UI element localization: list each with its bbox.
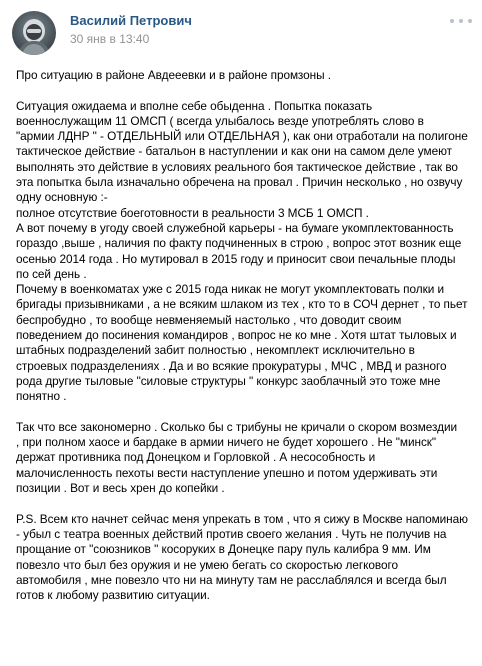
avatar[interactable]: [12, 11, 56, 55]
post-text-line: P.S. Всем кто начнет сейчас меня упрекать в том , что я сижу в Москве напоминаю: [16, 511, 468, 526]
post-text-line: А вот почему в угоду своей служебной карьеры - на бумаге укомплектованность: [16, 220, 454, 235]
post-text-line: повезло что был без оружия и не умею бегать со скоростью легкового: [16, 557, 399, 572]
post-text-line: осенью 2014 года . Но мутировал в 2015 году и приносит свои печальные плоды: [16, 251, 456, 266]
post-text-line: позиции . Вот и весь хрен до копейки .: [16, 481, 225, 496]
post-date-link[interactable]: 30 янв в 13:40: [70, 32, 150, 46]
profile-photo-icon: [12, 11, 56, 55]
author-block: [70, 13, 192, 47]
post-text-line: военнослужащим 11 ОМСП ( всегда улыбалось везде употреблять слово в: [16, 113, 424, 128]
post-text-line: поведением до посинения командиров , вопрос не ко мне . Хотя штат тыловых и: [16, 328, 457, 343]
post-text-line: одну основную :-: [16, 190, 108, 205]
post-text-line: полное отсутствие боеготовности в реальности 3 МСБ 1 ОМСП .: [16, 205, 369, 220]
menu-dot: [459, 19, 463, 23]
paragraph-gap: [16, 405, 470, 420]
post-text-line: держат противника под Донецком и Горловкой . А несособность и: [16, 450, 376, 465]
post-text-line: беспробудно , то вообще невменяемый настолько , что доводит своим: [16, 312, 402, 327]
post-text-line: выполнять это действие в условиях реального боя тактическое действие , так во: [16, 159, 458, 174]
post-text-line: гораздо ,выше , наличия по факту подчиненных в строю , вопрос этот возник еще: [16, 236, 462, 251]
paragraph-gap: [16, 496, 470, 511]
post-text-line: Так что все закономерно . Сколько бы с трибуны не кричали о скором возмездии: [16, 419, 458, 434]
post-text-line: штабных подразделений забит полностью , некомплект исключительно в: [16, 343, 415, 358]
menu-dot: [450, 19, 454, 23]
post-text-line: автомобиля , мне повезло что ни на минуту там не расслаблялся и всегда был: [16, 572, 447, 587]
post-text-line: готов к любому развитию ситуации.: [16, 588, 210, 603]
post-text-line: понятно .: [16, 389, 67, 404]
post-text-line: "армии ЛДНР " - ОТДЕЛЬНЫЙ или ОТДЕЛЬНАЯ ), как они отработали на полигоне: [16, 129, 468, 144]
post-text-line: , при полном хаосе и бардаке в армии ничего не будет хорошего . Не "минск": [16, 435, 437, 450]
post-text-line: - убыл с театра военных действий против своего желания . Чуть не получив на: [16, 526, 447, 541]
post-text-line: прощание от "союзников " косоруких в Донецке пару пуль калибра 9 мм. Им: [16, 542, 431, 557]
post-text-line: бригады призывниками , а не всяким шлаком из тех , кто то в СОЧ дернет , то пьет: [16, 297, 468, 312]
post-text-line: по сей день .: [16, 266, 87, 281]
post-text-line: Почему в военкоматах уже с 2015 года никак не могут укомплектовать полки и: [16, 282, 445, 297]
paragraph-gap: [16, 83, 470, 98]
post-text-line: эта попытка была изначально обречена на провал . Причин несколько , но озвучу: [16, 175, 463, 190]
author-name-link[interactable]: Василий Петрович: [70, 13, 192, 28]
post-text-line: Про ситуацию в районе Авдееевки и в районе промзоны .: [16, 68, 331, 82]
post-text-line: малочисленность пехоты вести наступление упешно и потом удерживать эти: [16, 465, 438, 480]
post-text-line: строевых подразделениях . Да и во всякие прокуратуры , МЧС , МВД и разного: [16, 358, 447, 373]
more-dots-icon[interactable]: [450, 14, 472, 28]
menu-dot: [468, 19, 472, 23]
post-text-line: тактическое действие - батальон в наступлении и как они на самом деле умеют: [16, 144, 452, 159]
post-text-line: Ситуация ожидаема и вполне себе обыденна . Попытка показать: [16, 98, 373, 113]
post-text-line: рода другие тыловые "силовые структуры " конкурс заоблачный это тоже мне: [16, 373, 441, 388]
post-header: [12, 10, 192, 56]
post-text: [16, 68, 470, 603]
